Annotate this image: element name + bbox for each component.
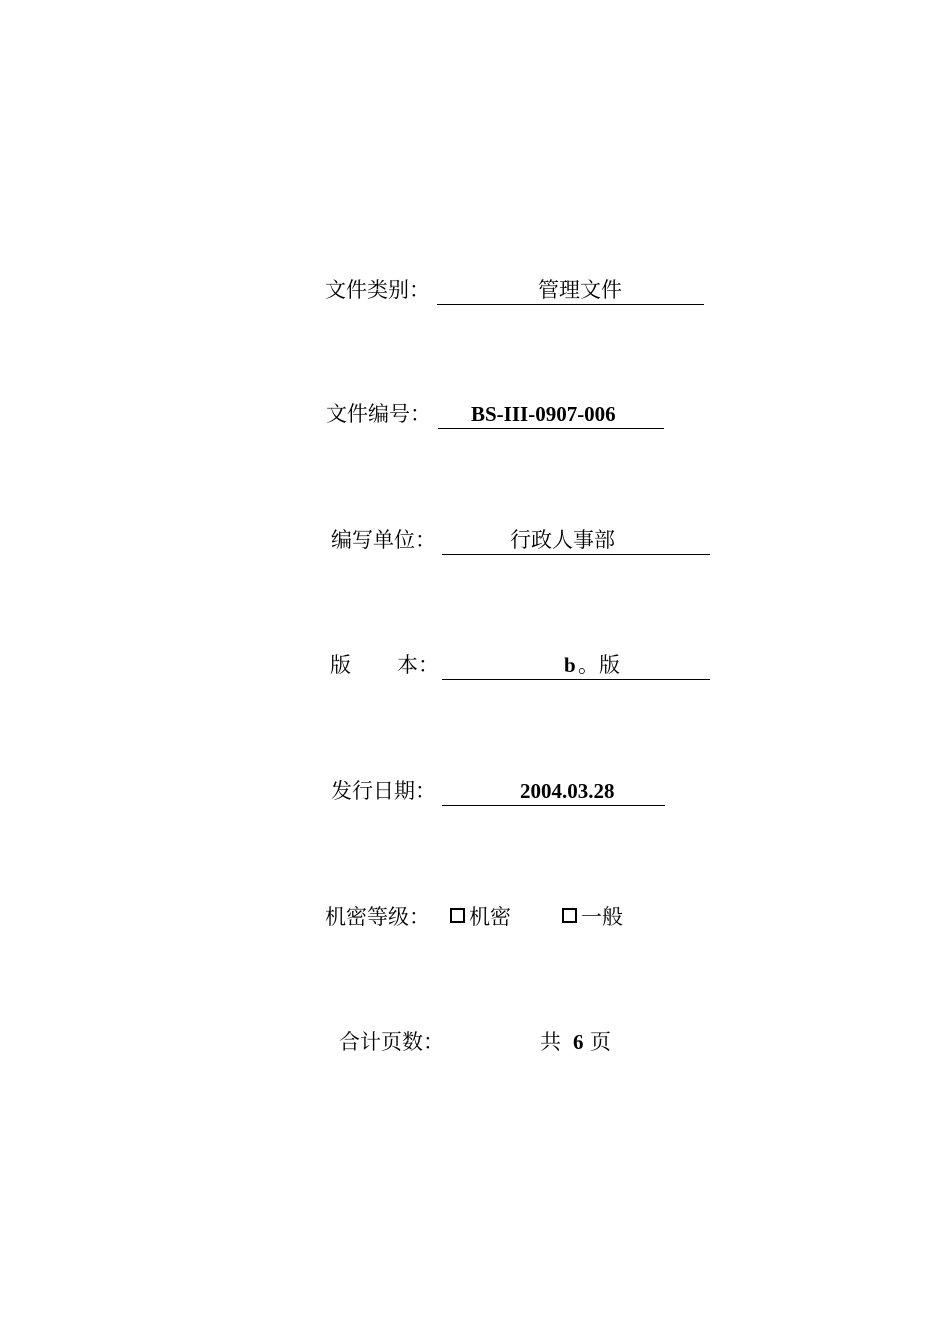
date-row (0, 776, 950, 806)
general-checkbox[interactable] (562, 908, 577, 923)
number-row (0, 399, 950, 429)
number-label: 文件编号： (326, 402, 431, 426)
category-label: 文件类别： (325, 278, 430, 302)
pages-count: 6 (573, 1030, 584, 1054)
unit-row (0, 525, 950, 555)
version-row (0, 650, 950, 680)
category-row (0, 275, 950, 305)
confidentiality-row (0, 902, 950, 932)
category-value: 管理文件 (538, 278, 622, 302)
number-value: BS-III-0907-006 (471, 402, 616, 426)
version-field (442, 650, 710, 680)
version-value-letter: b (564, 653, 576, 677)
version-label-part2: 本： (397, 653, 439, 677)
confidential-option-label: 机密 (469, 905, 511, 929)
unit-label: 编写单位： (331, 528, 436, 552)
date-label: 发行日期： (331, 779, 436, 803)
pages-row (0, 1027, 950, 1057)
pages-label: 合计页数： (339, 1030, 444, 1054)
version-value-suffix: 。版 (578, 653, 620, 677)
general-option-label: 一般 (581, 905, 623, 929)
date-value: 2004.03.28 (520, 779, 615, 803)
pages-suffix: 页 (590, 1030, 611, 1054)
confidentiality-label: 机密等级： (325, 905, 430, 929)
pages-prefix: 共 (540, 1030, 561, 1054)
unit-value: 行政人事部 (510, 528, 615, 552)
version-label-part1: 版 (330, 653, 351, 677)
confidential-checkbox[interactable] (450, 908, 465, 923)
